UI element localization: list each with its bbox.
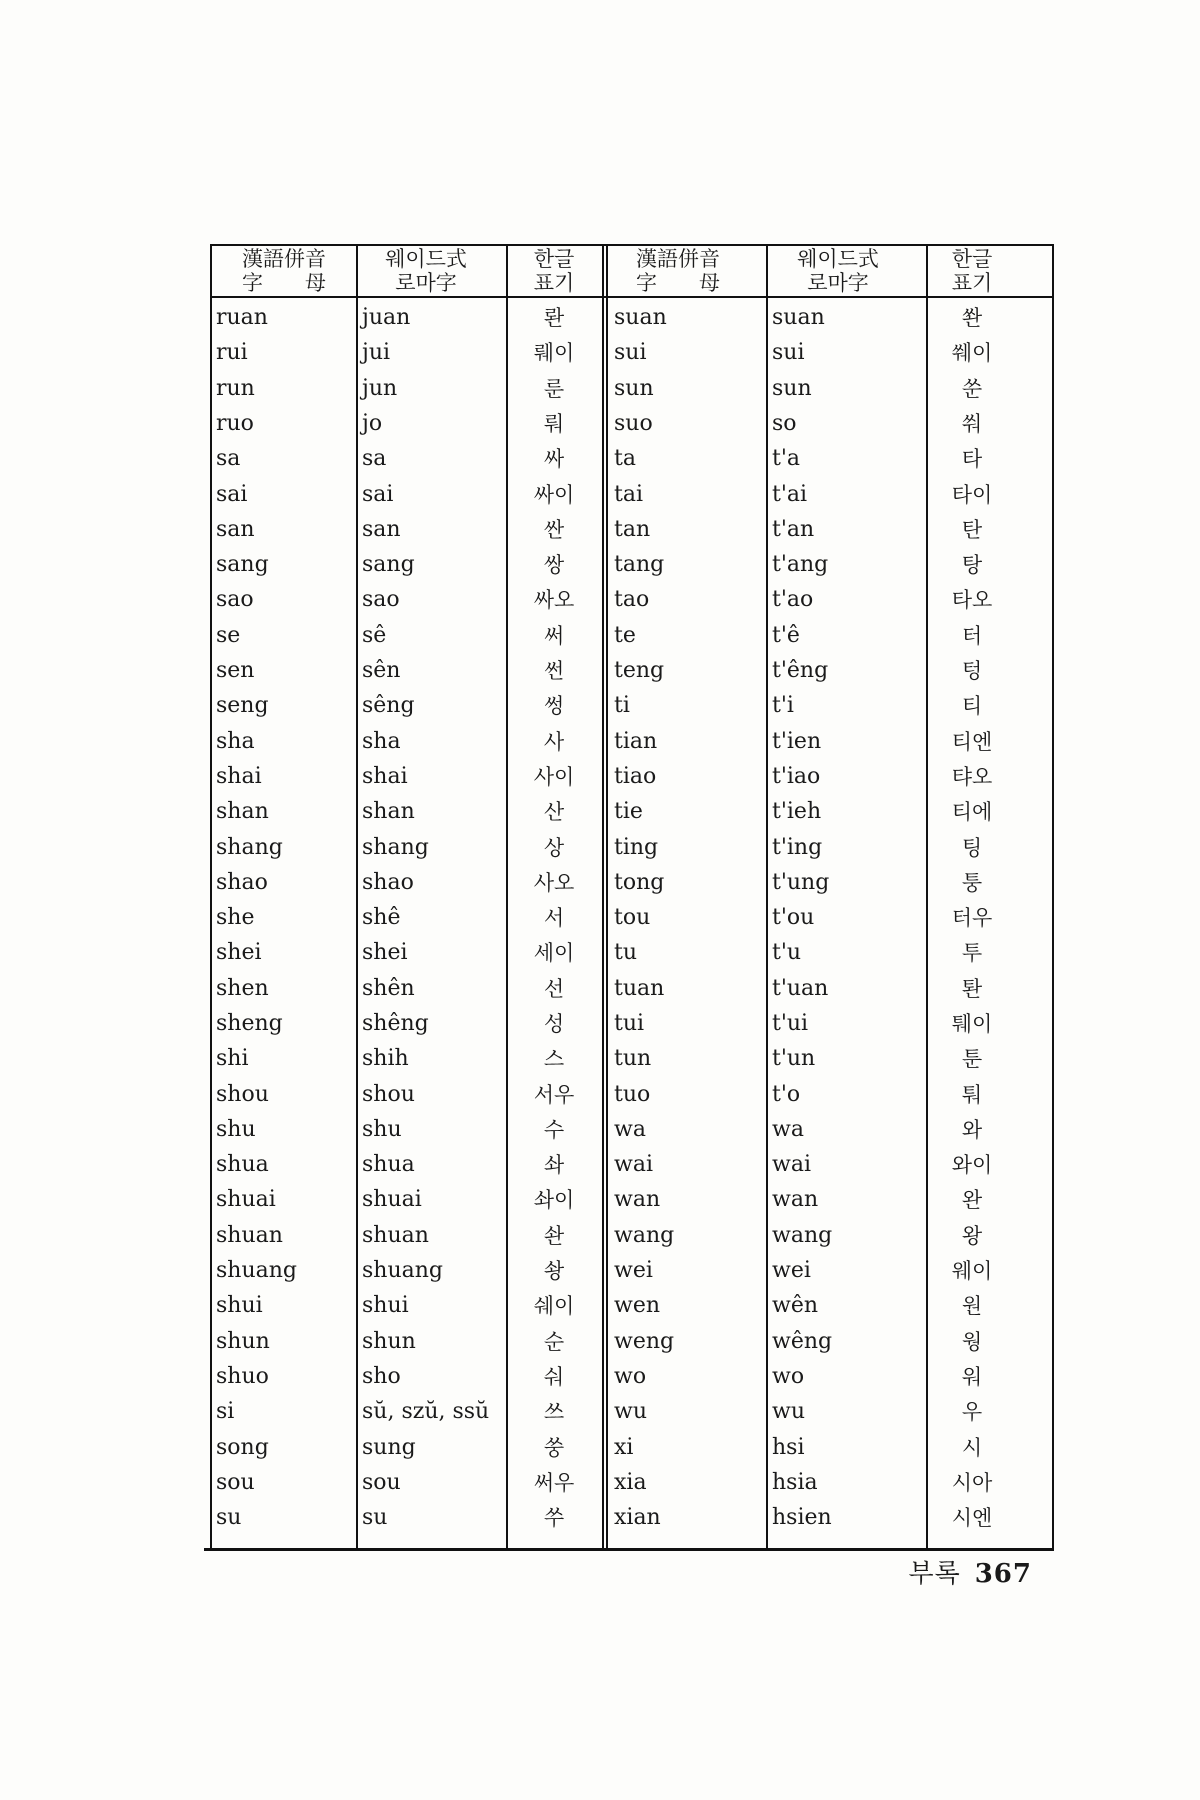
right-pinyin-cell: teng <box>614 658 665 683</box>
right-wade-cell: t'ieh <box>772 799 822 824</box>
header-hangul-right <box>934 247 1010 295</box>
left-hangul-cell: 싸 <box>543 447 565 471</box>
col-divider <box>356 244 358 1548</box>
left-wade-cell: shou <box>362 1082 415 1107</box>
right-pinyin-cell: wei <box>614 1258 653 1283</box>
right-wade-cell: t'o <box>772 1082 801 1107</box>
left-pinyin-cell: sha <box>216 729 255 754</box>
right-pinyin-cell: wa <box>614 1117 646 1142</box>
left-hangul-cell: 선 <box>543 977 565 1001</box>
left-pinyin-cell: shuo <box>216 1364 269 1389</box>
right-wade-cell: hsia <box>772 1470 818 1495</box>
left-hangul-cell: 성 <box>543 1012 565 1036</box>
left-pinyin-cell: shuan <box>216 1223 283 1248</box>
header-wade-right <box>772 247 904 295</box>
right-hangul-cell: 웨이 <box>951 1259 993 1283</box>
left-hangul-cell: 사오 <box>533 871 575 895</box>
right-hangul-cell: 웡 <box>961 1330 983 1354</box>
right-pinyin-cell: tui <box>614 1011 645 1036</box>
left-pinyin-cell: shai <box>216 764 262 789</box>
header-text: 字 母 <box>636 271 720 295</box>
right-hangul-cell: 원 <box>961 1294 983 1318</box>
right-pinyin-cell: ta <box>614 446 636 471</box>
right-hangul-cell: 터우 <box>951 906 993 930</box>
right-pinyin-cell: tao <box>614 587 650 612</box>
right-pinyin-cell: wan <box>614 1187 661 1212</box>
left-hangul-cell: 싸오 <box>533 588 575 612</box>
left-pinyin-cell: shu <box>216 1117 256 1142</box>
right-wade-cell: suan <box>772 305 825 330</box>
right-wade-cell: t'ien <box>772 729 822 754</box>
left-hangul-cell: 썽 <box>543 694 565 718</box>
right-wade-cell: t'un <box>772 1046 816 1071</box>
header-pinyin-right <box>612 247 744 295</box>
left-wade-cell: sao <box>362 587 400 612</box>
left-wade-cell: shua <box>362 1152 415 1177</box>
left-wade-cell: jun <box>362 376 398 401</box>
left-wade-cell: shuan <box>362 1223 429 1248</box>
right-pinyin-cell: weng <box>614 1329 675 1354</box>
left-hangul-cell: 상 <box>543 836 565 860</box>
left-pinyin-cell: shou <box>216 1082 269 1107</box>
right-wade-cell: wei <box>772 1258 811 1283</box>
left-wade-cell: sai <box>362 482 394 507</box>
right-wade-cell: so <box>772 411 797 436</box>
right-pinyin-cell: ting <box>614 835 659 860</box>
right-wade-cell: t'ui <box>772 1011 809 1036</box>
left-hangul-cell: 수 <box>543 1118 565 1142</box>
left-hangul-cell: 썬 <box>543 659 565 683</box>
table-bottom-rule <box>204 1548 1054 1551</box>
right-hangul-cell: 팅 <box>961 836 983 860</box>
right-wade-cell: wa <box>772 1117 804 1142</box>
left-hangul-cell: 세이 <box>533 941 575 965</box>
right-hangul-cell: 티에 <box>951 800 993 824</box>
right-hangul-cell: 워 <box>961 1365 983 1389</box>
right-pinyin-cell: tan <box>614 517 651 542</box>
left-wade-cell: shê <box>362 905 401 930</box>
left-pinyin-cell: sen <box>216 658 255 683</box>
right-pinyin-cell: wai <box>614 1152 653 1177</box>
center-divider-b <box>606 244 608 1548</box>
left-wade-cell: su <box>362 1505 388 1530</box>
left-pinyin-cell: rui <box>216 340 248 365</box>
left-pinyin-cell: sang <box>216 552 269 577</box>
right-hangul-cell: 쒀 <box>961 412 983 436</box>
left-hangul-cell: 뤠이 <box>533 341 575 365</box>
right-pinyin-cell: xian <box>614 1505 661 1530</box>
left-pinyin-cell: shui <box>216 1293 263 1318</box>
left-hangul-cell: 서우 <box>533 1083 575 1107</box>
right-wade-cell: t'êng <box>772 658 829 683</box>
right-wade-cell: t'ao <box>772 587 814 612</box>
left-hangul-cell: 뤄 <box>543 412 565 436</box>
left-pinyin-cell: sou <box>216 1470 255 1495</box>
left-pinyin-cell: se <box>216 623 241 648</box>
left-wade-cell: sang <box>362 552 415 577</box>
right-pinyin-cell: sun <box>614 376 654 401</box>
left-pinyin-cell: su <box>216 1505 242 1530</box>
right-hangul-cell: 시 <box>961 1436 983 1460</box>
left-pinyin-cell: shuai <box>216 1187 276 1212</box>
right-hangul-cell: 완 <box>961 1188 983 1212</box>
left-hangul-cell: 서 <box>543 906 565 930</box>
left-wade-cell: shai <box>362 764 408 789</box>
left-hangul-cell: 솽 <box>543 1259 565 1283</box>
left-hangul-cell: 싼 <box>543 518 565 542</box>
left-wade-cell: sha <box>362 729 401 754</box>
left-wade-cell: sê <box>362 623 387 648</box>
right-wade-cell: t'u <box>772 940 802 965</box>
left-pinyin-cell: shei <box>216 940 262 965</box>
left-wade-cell: shun <box>362 1329 416 1354</box>
right-pinyin-cell: ti <box>614 693 630 718</box>
header-text: 웨이드式 <box>797 247 879 271</box>
left-hangul-cell: 룬 <box>543 377 565 401</box>
right-pinyin-cell: wu <box>614 1399 647 1424</box>
right-pinyin-cell: tun <box>614 1046 652 1071</box>
right-pinyin-cell: sui <box>614 340 647 365</box>
right-pinyin-cell: tuan <box>614 976 665 1001</box>
right-hangul-cell: 툰 <box>961 1047 983 1071</box>
left-pinyin-cell: shao <box>216 870 268 895</box>
right-wade-cell: wan <box>772 1187 819 1212</box>
left-wade-cell: shuang <box>362 1258 443 1283</box>
left-wade-cell: jui <box>362 340 391 365</box>
left-wade-cell: shêng <box>362 1011 429 1036</box>
left-pinyin-cell: sao <box>216 587 254 612</box>
center-divider-a <box>602 244 604 1548</box>
right-wade-cell: wên <box>772 1293 819 1318</box>
right-hangul-cell: 시엔 <box>951 1506 993 1530</box>
right-wade-cell: wang <box>772 1223 833 1248</box>
header-text: 표기 <box>951 271 993 295</box>
left-wade-cell: sou <box>362 1470 401 1495</box>
right-wade-cell: sun <box>772 376 812 401</box>
right-wade-cell: t'an <box>772 517 815 542</box>
left-pinyin-cell: seng <box>216 693 269 718</box>
right-hangul-cell: 텅 <box>961 659 983 683</box>
right-hangul-cell: 탕 <box>961 553 983 577</box>
right-wade-cell: wai <box>772 1152 811 1177</box>
right-wade-cell: t'ang <box>772 552 829 577</box>
header-text: 표기 <box>533 271 575 295</box>
left-hangul-cell: 쉐이 <box>533 1294 575 1318</box>
left-wade-cell: sa <box>362 446 387 471</box>
right-pinyin-cell: te <box>614 623 636 648</box>
right-hangul-cell: 쑨 <box>961 377 983 401</box>
header-text: 로마字 <box>807 271 869 295</box>
left-pinyin-cell: sheng <box>216 1011 283 1036</box>
left-hangul-cell: 산 <box>543 800 565 824</box>
left-hangul-cell: 사이 <box>533 765 575 789</box>
left-hangul-cell: 숴 <box>543 1365 565 1389</box>
header-text: 로마字 <box>395 271 457 295</box>
right-wade-cell: wêng <box>772 1329 833 1354</box>
left-hangul-cell: 써우 <box>533 1471 575 1495</box>
left-hangul-cell: 스 <box>543 1047 565 1071</box>
header-pinyin-left <box>218 247 350 295</box>
right-pinyin-cell: wo <box>614 1364 647 1389</box>
left-wade-cell: shui <box>362 1293 409 1318</box>
right-pinyin-cell: tong <box>614 870 665 895</box>
right-hangul-cell: 퉈 <box>961 1083 983 1107</box>
left-pinyin-cell: shuang <box>216 1258 297 1283</box>
right-pinyin-cell: tai <box>614 482 643 507</box>
right-wade-cell: t'ou <box>772 905 815 930</box>
left-pinyin-cell: shang <box>216 835 283 860</box>
left-wade-cell: sung <box>362 1435 416 1460</box>
right-pinyin-cell: tou <box>614 905 651 930</box>
right-wade-cell: wo <box>772 1364 805 1389</box>
right-hangul-cell: 티 <box>961 694 983 718</box>
right-wade-cell: t'ing <box>772 835 823 860</box>
left-wade-cell: shang <box>362 835 429 860</box>
page-number: 367 <box>974 1559 1032 1589</box>
right-hangul-cell: 우 <box>961 1400 983 1424</box>
left-wade-cell: sŭ, szŭ, ssŭ <box>362 1399 490 1424</box>
col-divider <box>506 244 508 1548</box>
left-pinyin-cell: shan <box>216 799 269 824</box>
left-pinyin-cell: shen <box>216 976 269 1001</box>
left-pinyin-cell: sai <box>216 482 248 507</box>
left-wade-cell: san <box>362 517 401 542</box>
left-hangul-cell: 솨 <box>543 1153 565 1177</box>
right-hangul-cell: 터 <box>961 624 983 648</box>
header-text: 웨이드式 <box>385 247 467 271</box>
right-wade-cell: hsi <box>772 1435 805 1460</box>
left-hangul-cell: 쑹 <box>543 1436 565 1460</box>
left-hangul-cell: 싸이 <box>533 483 575 507</box>
left-pinyin-cell: she <box>216 905 255 930</box>
header-wade-left <box>360 247 492 295</box>
left-border <box>210 244 212 1548</box>
right-hangul-cell: 와 <box>961 1118 983 1142</box>
col-divider <box>926 244 928 1548</box>
left-pinyin-cell: ruan <box>216 305 268 330</box>
page-footer <box>908 1553 1032 1590</box>
right-pinyin-cell: tiao <box>614 764 657 789</box>
left-wade-cell: juan <box>362 305 411 330</box>
left-pinyin-cell: san <box>216 517 255 542</box>
right-hangul-cell: 왕 <box>961 1224 983 1248</box>
header-text: 字 母 <box>242 271 326 295</box>
header-text: 漢語併音 <box>636 247 720 271</box>
left-wade-cell: shu <box>362 1117 402 1142</box>
right-pinyin-cell: xia <box>614 1470 647 1495</box>
header-text: 漢語併音 <box>242 247 326 271</box>
left-hangul-cell: 솨이 <box>533 1188 575 1212</box>
right-hangul-cell: 타이 <box>951 483 993 507</box>
romanization-table <box>210 244 1054 1548</box>
right-wade-cell: t'iao <box>772 764 821 789</box>
left-wade-cell: sho <box>362 1364 401 1389</box>
left-wade-cell: sên <box>362 658 401 683</box>
left-wade-cell: shih <box>362 1046 409 1071</box>
header-hangul-left <box>516 247 592 295</box>
right-hangul-cell: 시아 <box>951 1471 993 1495</box>
right-pinyin-cell: tie <box>614 799 643 824</box>
right-hangul-cell: 타 <box>961 447 983 471</box>
right-wade-cell: t'ê <box>772 623 800 648</box>
right-hangul-cell: 탄 <box>961 518 983 542</box>
left-hangul-cell: 쑤 <box>543 1506 565 1530</box>
left-wade-cell: jo <box>362 411 383 436</box>
left-pinyin-cell: song <box>216 1435 269 1460</box>
left-pinyin-cell: shi <box>216 1046 249 1071</box>
right-pinyin-cell: tuo <box>614 1082 651 1107</box>
right-wade-cell: t'ai <box>772 482 808 507</box>
left-wade-cell: shan <box>362 799 415 824</box>
right-wade-cell: t'ung <box>772 870 830 895</box>
right-pinyin-cell: tian <box>614 729 658 754</box>
right-wade-cell: hsien <box>772 1505 832 1530</box>
right-pinyin-cell: xi <box>614 1435 634 1460</box>
left-hangul-cell: 써 <box>543 624 565 648</box>
right-pinyin-cell: suan <box>614 305 667 330</box>
right-hangul-cell: 타오 <box>951 588 993 612</box>
left-pinyin-cell: shun <box>216 1329 270 1354</box>
footer-label: 부록 <box>908 1559 961 1589</box>
right-hangul-cell: 투 <box>961 941 983 965</box>
right-wade-cell: wu <box>772 1399 805 1424</box>
right-pinyin-cell: wen <box>614 1293 661 1318</box>
left-pinyin-cell: shua <box>216 1152 269 1177</box>
right-hangul-cell: 퇀 <box>961 977 983 1001</box>
header-text: 한글 <box>533 247 575 271</box>
right-hangul-cell: 티엔 <box>951 730 993 754</box>
left-pinyin-cell: si <box>216 1399 235 1424</box>
header-text: 한글 <box>951 247 993 271</box>
col-divider <box>766 244 768 1548</box>
right-wade-cell: sui <box>772 340 805 365</box>
right-pinyin-cell: suo <box>614 411 653 436</box>
right-wade-cell: t'i <box>772 693 794 718</box>
left-hangul-cell: 솬 <box>543 1224 565 1248</box>
left-pinyin-cell: ruo <box>216 411 254 436</box>
right-wade-cell: t'a <box>772 446 801 471</box>
left-pinyin-cell: run <box>216 376 255 401</box>
left-wade-cell: shuai <box>362 1187 422 1212</box>
left-wade-cell: sêng <box>362 693 415 718</box>
right-hangul-cell: 탸오 <box>951 765 993 789</box>
right-hangul-cell: 와이 <box>951 1153 993 1177</box>
left-hangul-cell: 사 <box>543 730 565 754</box>
left-hangul-cell: 쌍 <box>543 553 565 577</box>
left-wade-cell: shên <box>362 976 415 1001</box>
right-hangul-cell: 쒜이 <box>951 341 993 365</box>
left-wade-cell: shei <box>362 940 408 965</box>
right-pinyin-cell: tu <box>614 940 638 965</box>
left-wade-cell: shao <box>362 870 414 895</box>
right-border <box>1052 244 1054 1548</box>
right-pinyin-cell: tang <box>614 552 665 577</box>
left-pinyin-cell: sa <box>216 446 241 471</box>
right-pinyin-cell: wang <box>614 1223 675 1248</box>
left-hangul-cell: 순 <box>543 1330 565 1354</box>
right-hangul-cell: 퉤이 <box>951 1012 993 1036</box>
left-hangul-cell: 롼 <box>543 306 565 330</box>
right-hangul-cell: 쏸 <box>961 306 983 330</box>
left-hangul-cell: 쓰 <box>543 1400 565 1424</box>
right-hangul-cell: 퉁 <box>961 871 983 895</box>
right-wade-cell: t'uan <box>772 976 829 1001</box>
